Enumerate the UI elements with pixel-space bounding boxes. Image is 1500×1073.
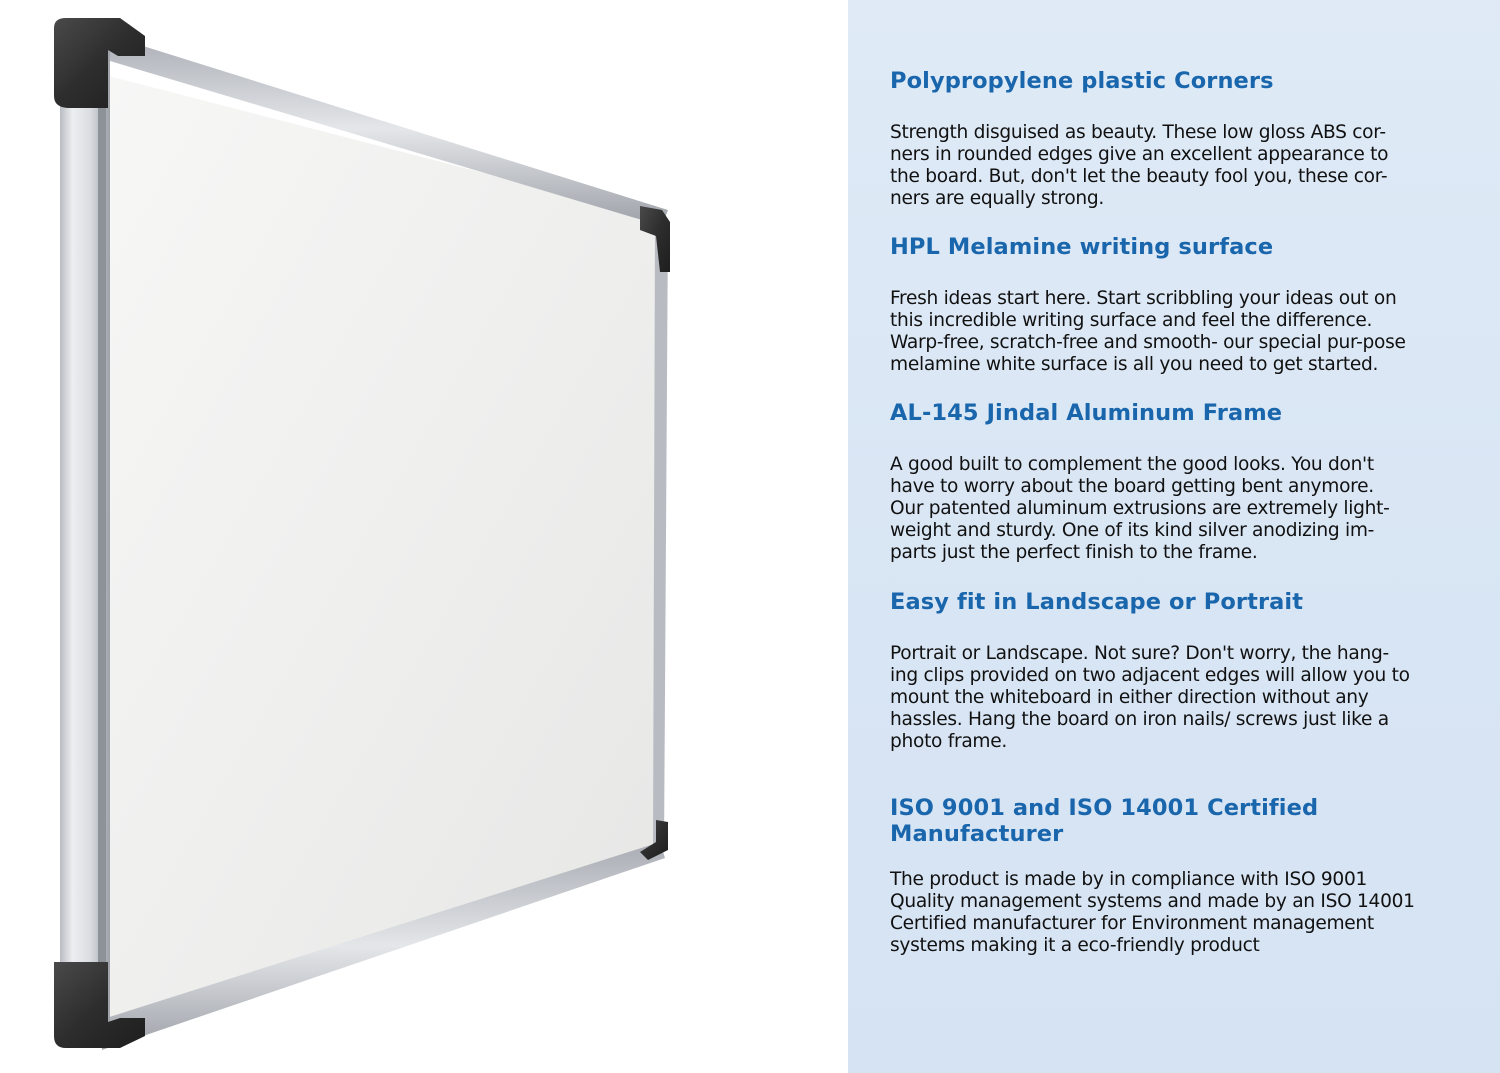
left-frame-edge (98, 60, 106, 1030)
feature-heading: Polypropylene plastic Corners (890, 68, 1274, 94)
feature-body: A good built to complement the good looks. You don't have to worry about the board getting bent anymore. Our patented aluminum extrusions are extremely light- weight and sturdy. One of its kind silver anodizing im- parts just the perfect finish to the frame. (890, 454, 1390, 563)
feature-aluminum-frame (890, 400, 1490, 563)
feature-body: Fresh ideas start here. Start scribbling your ideas out on this incredible writing surface and feel the difference. Warp-free, scratch-free and smooth- our special pur-pose melamine white surface is all you need to get started. (890, 288, 1406, 375)
feature-iso-certified (890, 795, 1490, 956)
feature-writing-surface (890, 234, 1490, 375)
board-surface (105, 75, 658, 1035)
feature-body: The product is made by in compliance with ISO 9001 Quality management systems and made by an ISO 14001 Certified manufacturer for Environment management systems making it a eco-friendly product (890, 869, 1415, 956)
right-frame-rail (653, 220, 668, 852)
feature-heading: Easy fit in Landscape or Portrait (890, 589, 1304, 615)
features-panel (848, 0, 1500, 1073)
feature-heading: ISO 9001 and ISO 14001 Certified Manufacturer (890, 795, 1319, 847)
feature-landscape-portrait (890, 589, 1490, 752)
feature-heading: AL-145 Jindal Aluminum Frame (890, 400, 1283, 426)
feature-body: Strength disguised as beauty. These low gloss ABS cor- ners in rounded edges give an excellent appearance to the board. But, don't let the beauty fool you, these cor- ners are equally strong. (890, 122, 1389, 209)
feature-corners (890, 68, 1490, 209)
feature-heading: HPL Melamine writing surface (890, 234, 1274, 260)
feature-body: Portrait or Landscape. Not sure? Don't worry, the hang- ing clips provided on two adjacent edges will allow you to mount the whiteboard in either direction without any hassles. Hang the board on iron nails/ screws just like a photo frame. (890, 643, 1410, 752)
